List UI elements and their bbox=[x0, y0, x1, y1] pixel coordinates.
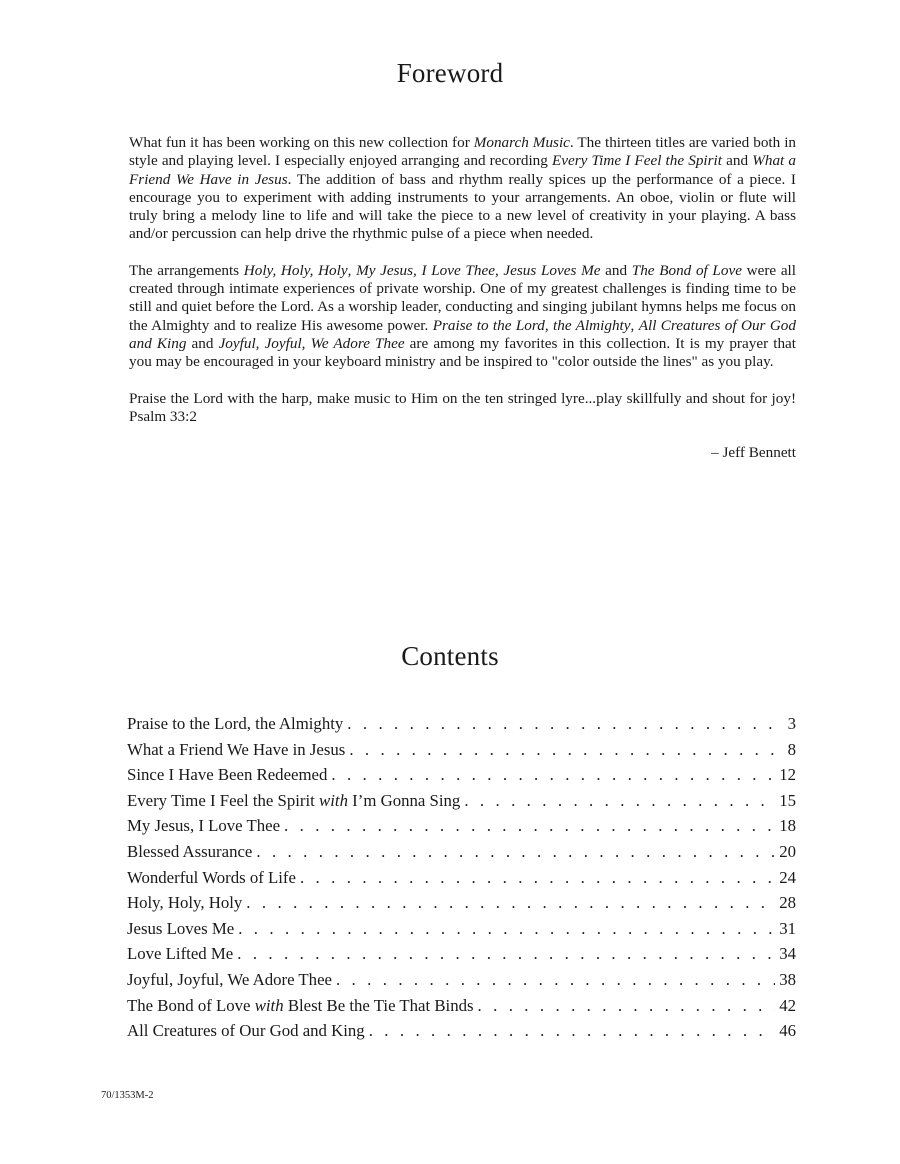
toc-dot-leader bbox=[246, 893, 775, 913]
foreword-paragraph-1 bbox=[129, 134, 796, 244]
text-run: Holy, Holy, Holy bbox=[243, 261, 348, 279]
toc-title-run: Praise to the Lord, the Almighty bbox=[127, 714, 344, 733]
toc-entry bbox=[127, 791, 796, 817]
text-run: , bbox=[630, 316, 639, 334]
toc-entry-page: 28 bbox=[779, 893, 796, 913]
toc-title-run: Love Lifted Me bbox=[127, 944, 234, 964]
toc-entry-title bbox=[127, 970, 332, 990]
toc-title-run: Wonderful Words of Life bbox=[127, 867, 296, 887]
text-run: and bbox=[600, 261, 632, 279]
toc-dot-leader bbox=[237, 944, 775, 964]
toc-title-run: Holy, Holy, Holy bbox=[127, 893, 243, 913]
toc-dot-leader bbox=[238, 919, 775, 939]
toc-title-run: All Creatures of Our God and King bbox=[127, 1021, 365, 1041]
toc-dot-leader bbox=[336, 970, 775, 990]
toc-dot-leader bbox=[256, 842, 775, 862]
toc-entry-title bbox=[127, 1021, 365, 1041]
text-run: and bbox=[186, 334, 219, 352]
foreword-paragraph-2 bbox=[129, 262, 796, 372]
table-of-contents bbox=[127, 714, 796, 1047]
toc-entry-title bbox=[127, 868, 296, 888]
text-run: Praise to the Lord, the Almighty bbox=[432, 316, 631, 334]
toc-entry-title bbox=[127, 765, 327, 785]
toc-entry-page: 24 bbox=[779, 867, 796, 887]
catalog-code: 70/1353M-2 bbox=[101, 1090, 154, 1101]
foreword-body bbox=[129, 134, 796, 462]
toc-entry-page: 31 bbox=[779, 918, 796, 938]
toc-entry bbox=[127, 842, 796, 868]
toc-entry-page: 46 bbox=[779, 1021, 796, 1041]
toc-entry bbox=[127, 740, 796, 766]
toc-entry-title bbox=[127, 791, 460, 811]
toc-entry bbox=[127, 816, 796, 842]
toc-entry-page: 15 bbox=[779, 790, 796, 810]
toc-entry bbox=[127, 996, 796, 1022]
text-run: were all created through intimate experiences of private worship. One of my greatest challenges is finding time to be still and quiet before the Lord. As a worship leader, conducting and singing jubilant hymns helps me focus on the Almighty and to realize His awesome power. bbox=[129, 261, 796, 334]
toc-dot-leader bbox=[478, 996, 776, 1016]
toc-title-run: Since I Have Been Redeemed bbox=[127, 765, 328, 785]
text-run: My Jesus, I Love Thee bbox=[356, 261, 495, 279]
toc-entry-page: 34 bbox=[779, 944, 796, 964]
text-run: are among my favorites in this collection. It is my prayer that you may be encouraged in your keyboard ministry and be inspired to "color outside the lines" as you play. bbox=[129, 334, 796, 371]
toc-entry-page: 42 bbox=[779, 995, 796, 1015]
text-run: Praise the Lord with the harp, make music to Him on the ten stringed lyre...play skillfully and shout for joy! Psalm 33:2 bbox=[129, 389, 796, 425]
toc-entry bbox=[127, 919, 796, 945]
text-run: All Creatures of Our God and King bbox=[129, 316, 796, 352]
toc-title-run: I’m Gonna Sing bbox=[347, 790, 461, 810]
toc-title-run: with bbox=[319, 790, 348, 810]
toc-entry-title bbox=[127, 740, 345, 760]
toc-entry-title bbox=[127, 842, 252, 862]
toc-title-run: Joyful, Joyful, We Adore Thee bbox=[127, 969, 332, 989]
text-run: and bbox=[722, 152, 753, 170]
toc-entry-page: 20 bbox=[779, 841, 796, 861]
toc-entry-page: 8 bbox=[787, 739, 796, 759]
text-run: Monarch Music bbox=[473, 134, 570, 151]
toc-title-run: The Bond of Love bbox=[127, 995, 255, 1015]
text-run: . The thirteen titles are varied both in style and playing level. I especially enjoyed arranging and recording bbox=[129, 134, 797, 170]
toc-title-run: Jesus Loves Me bbox=[127, 918, 235, 938]
toc-entry bbox=[127, 714, 796, 740]
toc-entry-title bbox=[127, 944, 233, 964]
toc-dot-leader bbox=[300, 868, 775, 888]
toc-entry-title bbox=[127, 816, 280, 836]
toc-title-run: Every Time I Feel the Spirit bbox=[127, 790, 320, 810]
contents-title: Contents bbox=[401, 641, 499, 671]
toc-entry bbox=[127, 893, 796, 919]
text-run: What fun it has been working on this new collection for bbox=[129, 134, 474, 151]
toc-dot-leader bbox=[331, 765, 775, 785]
toc-entry-title bbox=[127, 893, 242, 913]
toc-entry-page: 38 bbox=[779, 969, 796, 989]
text-run: Every Time I Feel the Spirit bbox=[552, 152, 722, 170]
toc-dot-leader bbox=[347, 714, 783, 734]
toc-title-run: with bbox=[254, 995, 284, 1015]
toc-title-run: What a Friend We Have in Jesus bbox=[127, 739, 346, 759]
foreword-paragraph-3 bbox=[129, 390, 796, 427]
toc-entry bbox=[127, 765, 796, 791]
toc-entry-page: 3 bbox=[787, 714, 796, 733]
toc-dot-leader bbox=[464, 791, 775, 811]
toc-title-run: My Jesus, I Love Thee bbox=[127, 816, 281, 836]
toc-entry bbox=[127, 1021, 796, 1047]
text-run: Joyful, Joyful, We Adore Thee bbox=[218, 334, 405, 352]
text-run: , bbox=[494, 261, 504, 279]
text-run: The Bond of Love bbox=[631, 261, 742, 279]
text-run: What a Friend We Have in Jesus bbox=[129, 152, 796, 188]
toc-title-run: Blessed Assurance bbox=[127, 841, 253, 861]
toc-title-run: Blest Be the Tie That Binds bbox=[283, 995, 474, 1015]
text-run: The arrangements bbox=[129, 261, 244, 279]
text-run: , bbox=[347, 261, 357, 279]
toc-entry-title bbox=[127, 996, 474, 1016]
toc-entry bbox=[127, 944, 796, 970]
toc-dot-leader bbox=[284, 816, 775, 836]
toc-entry-title bbox=[127, 714, 343, 734]
text-run: . The addition of bass and rhythm really spices up the performance of a piece. I encourage you to experiment with adding instruments to your arrangements. An oboe, violin or flute will truly bring a melody line to life and will take the piece to a new level of creativity in your playing. A bass and/or percussion can help drive the rhythmic pulse of a piece when needed. bbox=[129, 170, 796, 243]
text-run: Jesus Loves Me bbox=[503, 261, 601, 279]
toc-entry bbox=[127, 970, 796, 996]
toc-dot-leader bbox=[369, 1021, 776, 1041]
foreword-title: Foreword bbox=[396, 58, 504, 88]
toc-entry-page: 12 bbox=[779, 765, 796, 785]
toc-dot-leader bbox=[349, 740, 783, 760]
toc-entry-page: 18 bbox=[779, 816, 796, 836]
toc-entry-title bbox=[127, 919, 234, 939]
toc-entry bbox=[127, 868, 796, 894]
foreword-signature: – Jeff Bennett bbox=[711, 444, 796, 462]
